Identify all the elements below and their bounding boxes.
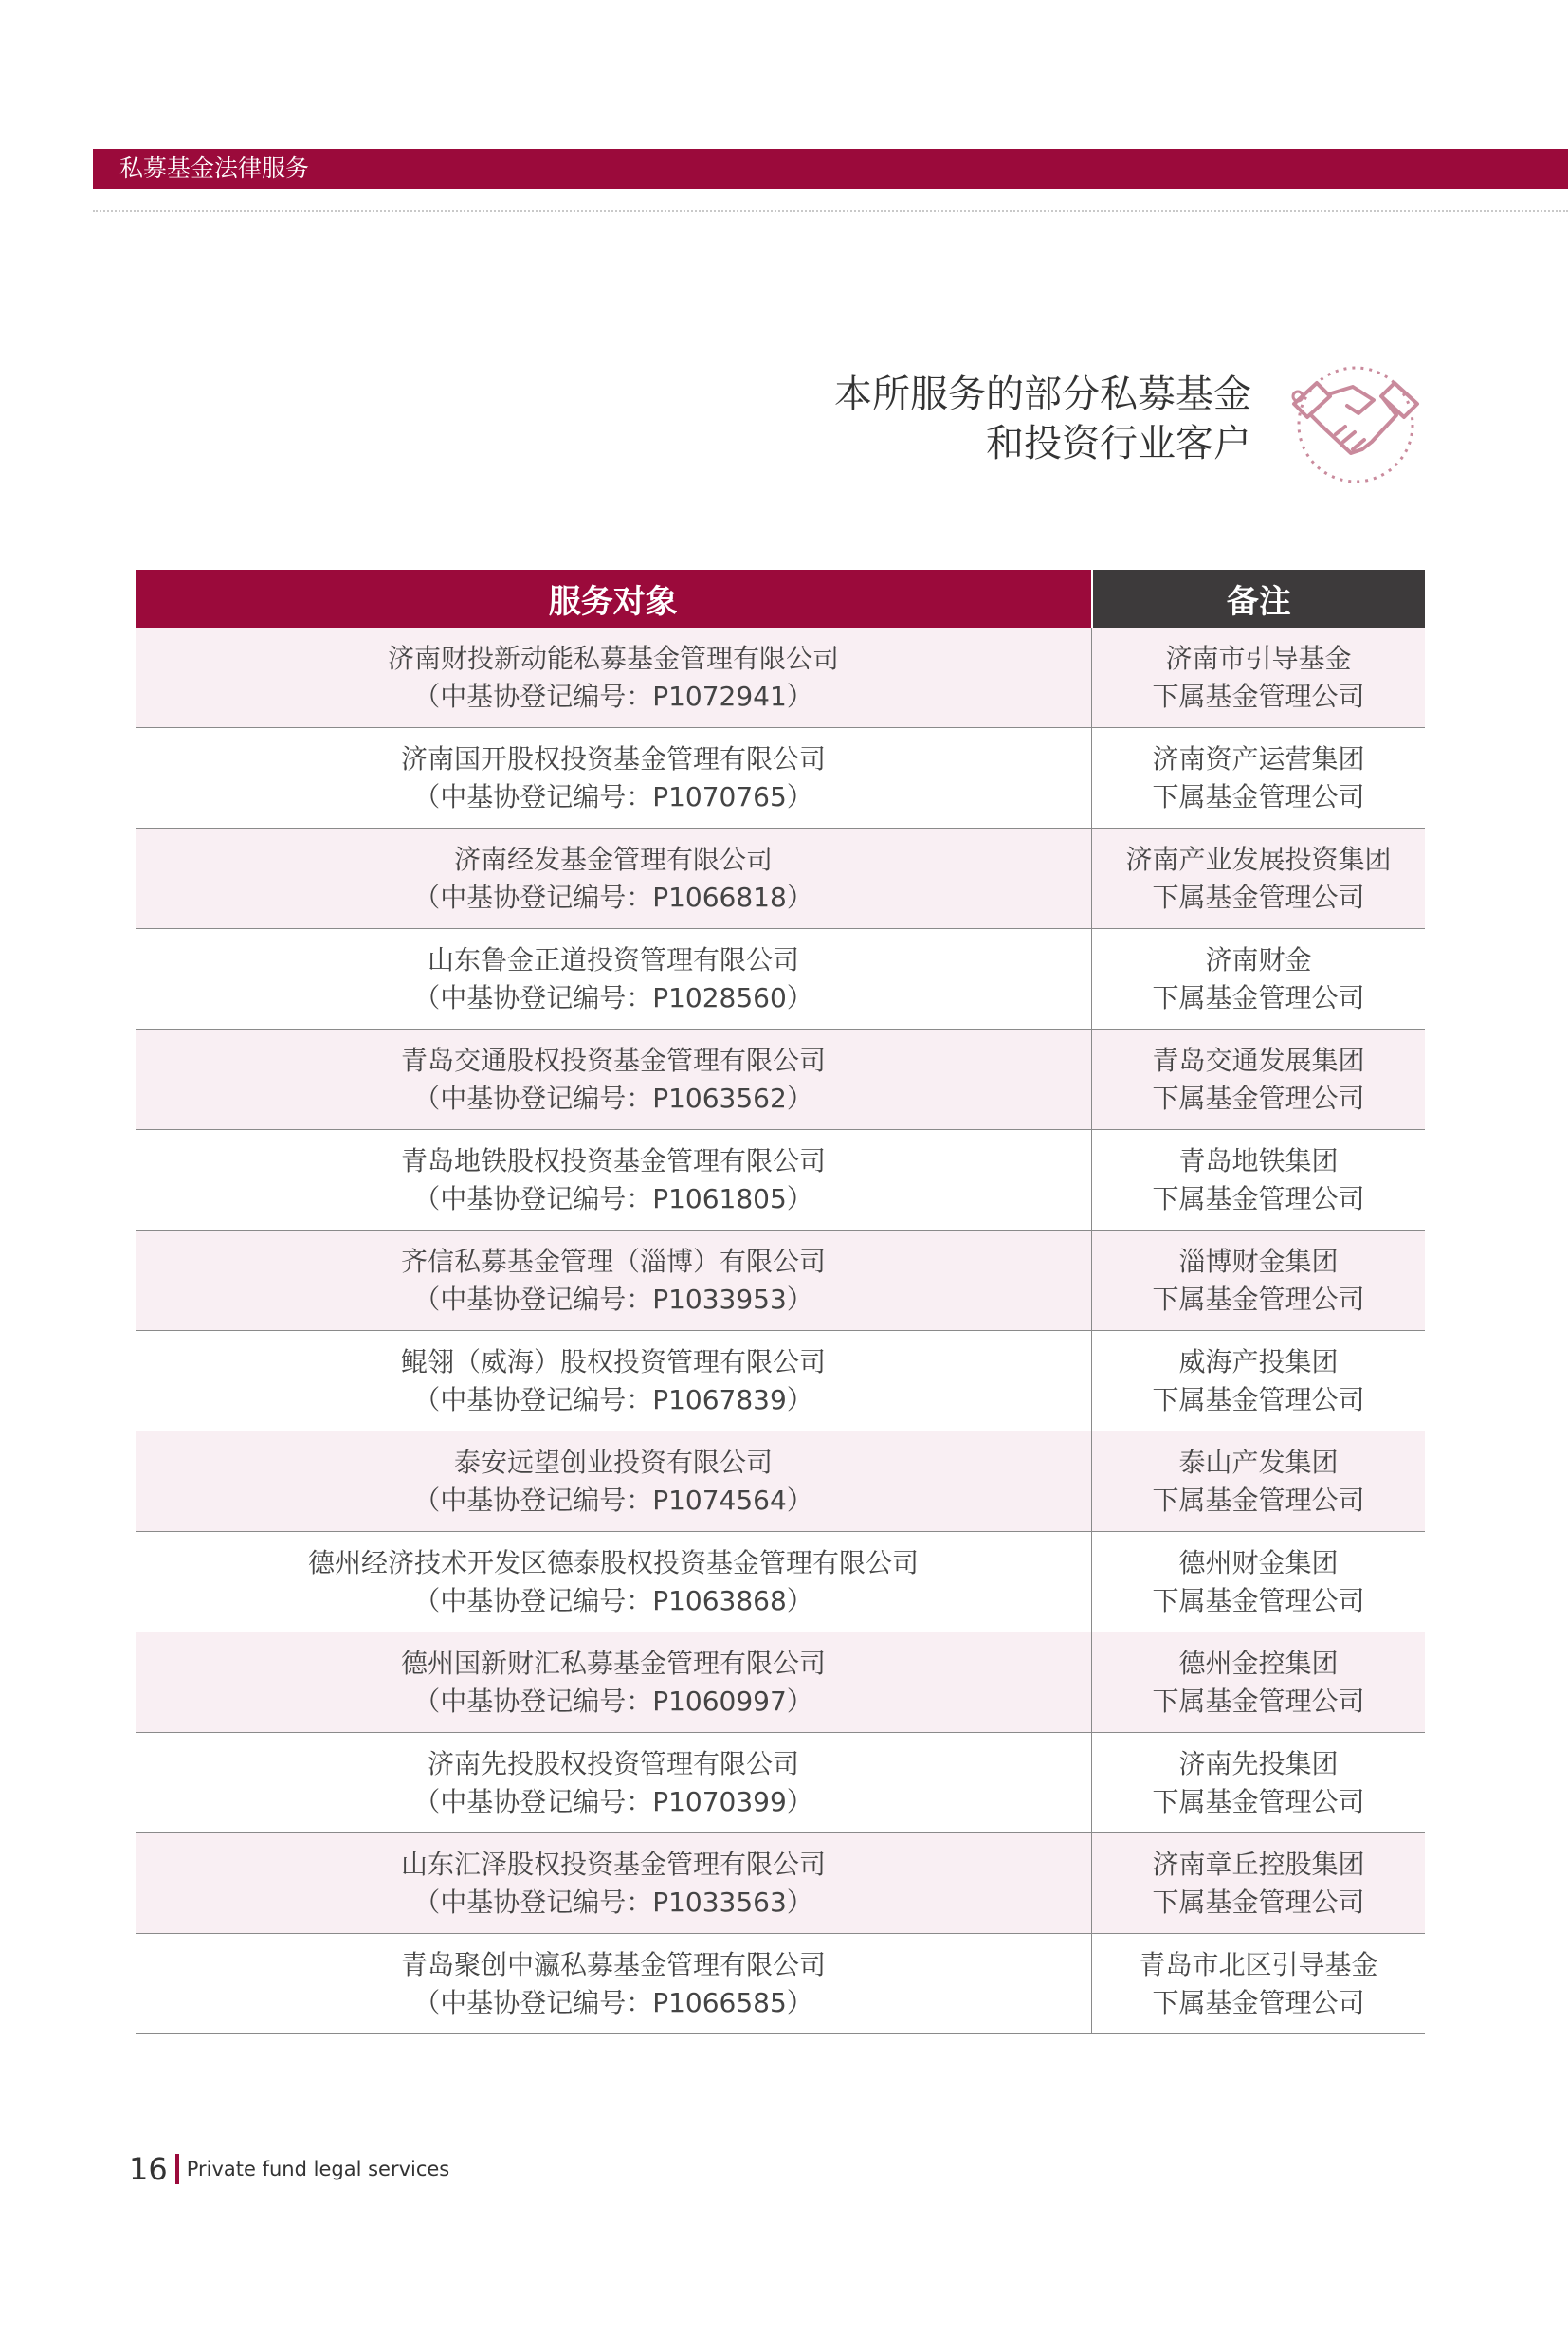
note-cell — [1092, 1833, 1426, 1934]
page-footer — [129, 2152, 449, 2186]
note-line2: 下属基金管理公司 — [1152, 1182, 1365, 1214]
section-title: 私募基金法律服务 — [119, 155, 310, 182]
registration-code: （中基协登记编号：P1033563） — [413, 1886, 813, 1918]
client-name: 泰安远望创业投资有限公司 — [453, 1446, 773, 1478]
table-row — [136, 1030, 1425, 1130]
note-line2: 下属基金管理公司 — [1152, 1082, 1365, 1114]
dotted-divider — [93, 210, 1568, 212]
client-cell — [136, 1733, 1092, 1833]
footer-divider — [175, 2154, 179, 2184]
note-line1: 济南市引导基金 — [1165, 642, 1352, 674]
registration-code: （中基协登记编号：P1070765） — [413, 780, 813, 812]
client-name: 山东汇泽股权投资基金管理有限公司 — [400, 1848, 826, 1880]
note-cell — [1092, 628, 1426, 728]
table-row — [136, 1632, 1425, 1733]
note-line2: 下属基金管理公司 — [1152, 1685, 1365, 1717]
note-cell — [1092, 1331, 1426, 1431]
note-line1: 济南财金 — [1205, 943, 1312, 975]
table-row — [136, 1431, 1425, 1532]
note-line1: 济南资产运营集团 — [1152, 742, 1365, 775]
registration-code: （中基协登记编号：P1066585） — [413, 1986, 813, 2018]
client-name: 山东鲁金正道投资管理有限公司 — [427, 943, 799, 975]
note-line2: 下属基金管理公司 — [1152, 1584, 1365, 1616]
note-line1: 青岛市北区引导基金 — [1139, 1948, 1378, 1980]
table-row — [136, 829, 1425, 929]
note-line2: 下属基金管理公司 — [1152, 1886, 1365, 1918]
client-cell — [136, 1532, 1092, 1632]
table-row — [136, 1532, 1425, 1632]
registration-code: （中基协登记编号：P1061805） — [413, 1182, 813, 1214]
table-row — [136, 1231, 1425, 1331]
client-cell — [136, 1431, 1092, 1532]
page-number: 16 — [129, 2151, 168, 2187]
table-header-row — [136, 570, 1425, 628]
client-name: 济南先投股权投资管理有限公司 — [427, 1747, 799, 1779]
clients-table — [136, 570, 1425, 2034]
registration-code: （中基协登记编号：P1028560） — [413, 981, 813, 1013]
note-line1: 济南先投集团 — [1178, 1747, 1339, 1779]
table-row — [136, 929, 1425, 1030]
note-line2: 下属基金管理公司 — [1152, 1283, 1365, 1315]
client-cell — [136, 929, 1092, 1030]
column-header-target: 服务对象 — [136, 570, 1092, 628]
note-cell — [1092, 1431, 1426, 1532]
note-line1: 德州金控集团 — [1178, 1647, 1339, 1679]
registration-code: （中基协登记编号：P1063868） — [413, 1584, 813, 1616]
table-row — [136, 1130, 1425, 1231]
page-title — [834, 370, 1251, 468]
note-cell — [1092, 1733, 1426, 1833]
table-row — [136, 1331, 1425, 1431]
note-line1: 青岛交通发展集团 — [1152, 1044, 1365, 1076]
table-row — [136, 1833, 1425, 1934]
page-title-line1: 本所服务的部分私募基金 — [834, 373, 1251, 416]
page-title-line2: 和投资行业客户 — [986, 422, 1251, 465]
client-name: 济南国开股权投资基金管理有限公司 — [400, 742, 826, 775]
note-line2: 下属基金管理公司 — [1152, 981, 1365, 1013]
registration-code: （中基协登记编号：P1033953） — [413, 1283, 813, 1315]
note-line1: 青岛地铁集团 — [1178, 1144, 1339, 1176]
registration-code: （中基协登记编号：P1067839） — [413, 1383, 813, 1415]
note-line2: 下属基金管理公司 — [1152, 1484, 1365, 1516]
note-line2: 下属基金管理公司 — [1152, 1785, 1365, 1817]
client-cell — [136, 1130, 1092, 1231]
note-line2: 下属基金管理公司 — [1152, 780, 1365, 812]
client-cell — [136, 1331, 1092, 1431]
registration-code: （中基协登记编号：P1060997） — [413, 1685, 813, 1717]
registration-code: （中基协登记编号：P1070399） — [413, 1785, 813, 1817]
client-name: 青岛地铁股权投资基金管理有限公司 — [400, 1144, 826, 1176]
note-cell — [1092, 1130, 1426, 1231]
client-cell — [136, 829, 1092, 929]
client-name: 青岛聚创中瀛私募基金管理有限公司 — [400, 1948, 826, 1980]
section-header-bar — [93, 149, 1568, 189]
registration-code: （中基协登记编号：P1072941） — [413, 680, 813, 712]
note-cell — [1092, 1632, 1426, 1733]
note-cell — [1092, 1532, 1426, 1632]
handshake-icon — [1285, 358, 1427, 491]
registration-code: （中基协登记编号：P1066818） — [413, 881, 813, 913]
registration-code: （中基协登记编号：P1063562） — [413, 1082, 813, 1114]
note-line2: 下属基金管理公司 — [1152, 1986, 1365, 2018]
note-line2: 下属基金管理公司 — [1152, 881, 1365, 913]
note-line2: 下属基金管理公司 — [1152, 680, 1365, 712]
client-cell — [136, 1833, 1092, 1934]
table-row — [136, 1733, 1425, 1833]
client-name: 济南财投新动能私募基金管理有限公司 — [387, 642, 839, 674]
client-cell — [136, 1632, 1092, 1733]
note-cell — [1092, 1030, 1426, 1130]
note-cell — [1092, 728, 1426, 829]
client-cell — [136, 1030, 1092, 1130]
client-cell — [136, 1934, 1092, 2034]
note-line1: 泰山产发集团 — [1178, 1446, 1339, 1478]
client-name: 德州经济技术开发区德泰股权投资基金管理有限公司 — [307, 1546, 919, 1578]
client-name: 青岛交通股权投资基金管理有限公司 — [400, 1044, 826, 1076]
table-row — [136, 628, 1425, 728]
note-line2: 下属基金管理公司 — [1152, 1383, 1365, 1415]
note-cell — [1092, 929, 1426, 1030]
client-cell — [136, 628, 1092, 728]
note-line1: 济南产业发展投资集团 — [1125, 843, 1392, 875]
registration-code: （中基协登记编号：P1074564） — [413, 1484, 813, 1516]
note-cell — [1092, 829, 1426, 929]
client-cell — [136, 728, 1092, 829]
note-cell — [1092, 1934, 1426, 2034]
table-row — [136, 728, 1425, 829]
footer-text: Private fund legal services — [186, 2158, 450, 2180]
table-row — [136, 1934, 1425, 2034]
note-line1: 德州财金集团 — [1178, 1546, 1339, 1578]
column-header-note: 备注 — [1092, 570, 1426, 628]
client-name: 德州国新财汇私募基金管理有限公司 — [400, 1647, 826, 1679]
client-name: 鲲翎（威海）股权投资管理有限公司 — [400, 1345, 826, 1377]
client-name: 齐信私募基金管理（淄博）有限公司 — [400, 1245, 826, 1277]
note-line1: 威海产投集团 — [1178, 1345, 1339, 1377]
client-cell — [136, 1231, 1092, 1331]
note-cell — [1092, 1231, 1426, 1331]
note-line1: 济南章丘控股集团 — [1152, 1848, 1365, 1880]
client-name: 济南经发基金管理有限公司 — [453, 843, 773, 875]
note-line1: 淄博财金集团 — [1178, 1245, 1339, 1277]
